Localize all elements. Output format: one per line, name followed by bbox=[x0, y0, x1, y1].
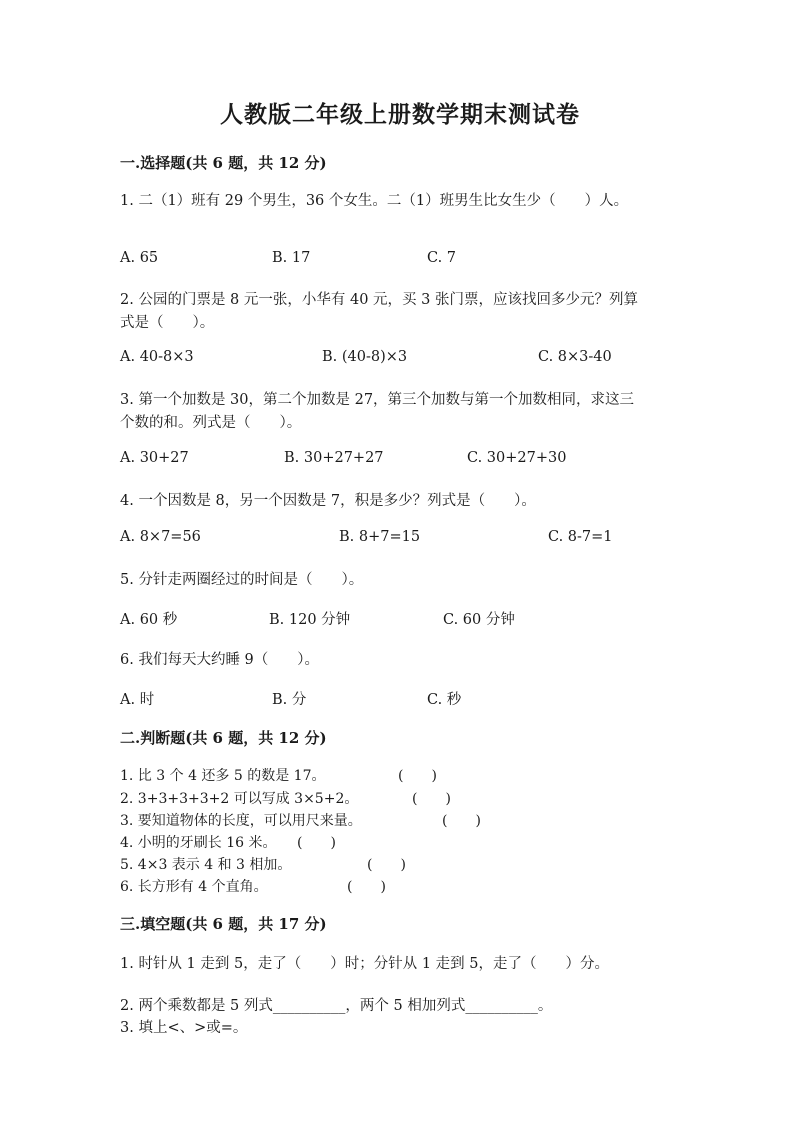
question-2-text: 2. 公园的门票是 8 元一张，小华有 40 元，买 3 张门票，应该找回多少元？列算 bbox=[120, 292, 638, 308]
question-6-option-b: B. 分 bbox=[272, 692, 307, 708]
question-1-option-b: B. 17 bbox=[272, 250, 311, 266]
judge-item-1: 1. 比 3 个 4 还多 5 的数是 17。 bbox=[120, 768, 326, 784]
question-5-option-b: B. 120 分钟 bbox=[269, 612, 351, 628]
question-4-option-b: B. 8+7=15 bbox=[339, 529, 421, 545]
question-3-option-c: C. 30+27+30 bbox=[467, 450, 567, 466]
question-6-option-a: A. 时 bbox=[120, 692, 155, 708]
question-6-text: 6. 我们每天大约睡 9（ ）。 bbox=[120, 652, 320, 668]
fill-item-3: 3. 填上<、>或=。 bbox=[120, 1020, 248, 1036]
section-heading-choice: 一.选择题(共 6 题，共 12 分) bbox=[120, 154, 327, 172]
judge-item-2: 2. 3+3+3+3+2 可以写成 3×5+2。 bbox=[120, 791, 359, 807]
judge-item-5-blank: ( ) bbox=[367, 857, 406, 873]
judge-item-4-blank: ( ) bbox=[297, 835, 336, 851]
question-4-option-a: A. 8×7=56 bbox=[120, 529, 201, 545]
page-title: 人教版二年级上册数学期末测试卷 bbox=[220, 101, 580, 128]
section-heading-judge: 二.判断题(共 6 题，共 12 分) bbox=[120, 729, 327, 747]
question-1-option-c: C. 7 bbox=[427, 250, 457, 266]
question-5-text: 5. 分针走两圈经过的时间是（ ）。 bbox=[120, 572, 364, 588]
judge-item-6-blank: ( ) bbox=[347, 879, 386, 895]
question-2-option-b: B. (40-8)×3 bbox=[322, 349, 408, 365]
question-2-option-c: C. 8×3-40 bbox=[538, 349, 612, 365]
judge-item-2-blank: ( ) bbox=[412, 791, 451, 807]
judge-item-6: 6. 长方形有 4 个直角。 bbox=[120, 879, 268, 895]
question-2-option-a: A. 40-8×3 bbox=[120, 349, 194, 365]
question-4-option-c: C. 8-7=1 bbox=[548, 529, 613, 545]
judge-item-5: 5. 4×3 表示 4 和 3 相加。 bbox=[120, 857, 292, 873]
section-heading-fill: 三.填空题(共 6 题，共 17 分) bbox=[120, 915, 327, 933]
question-3-option-b: B. 30+27+27 bbox=[284, 450, 384, 466]
judge-item-1-blank: ( ) bbox=[398, 768, 437, 784]
fill-item-1: 1. 时针从 1 走到 5，走了（ ）时；分针从 1 走到 5，走了（ ）分。 bbox=[120, 956, 609, 972]
question-3-text-cont: 个数的和。列式是（ ）。 bbox=[120, 415, 302, 431]
question-2-text-cont: 式是（ ）。 bbox=[120, 315, 215, 331]
question-3-text: 3. 第一个加数是 30，第二个加数是 27，第三个加数与第一个加数相同，求这三 bbox=[120, 392, 635, 408]
question-5-option-a: A. 60 秒 bbox=[120, 612, 178, 628]
question-3-option-a: A. 30+27 bbox=[120, 450, 189, 466]
judge-item-3: 3. 要知道物体的长度，可以用尺来量。 bbox=[120, 813, 362, 829]
judge-item-3-blank: ( ) bbox=[442, 813, 481, 829]
question-5-option-c: C. 60 分钟 bbox=[443, 612, 515, 628]
question-4-text: 4. 一个因数是 8，另一个因数是 7，积是多少？列式是（ ）。 bbox=[120, 493, 536, 509]
question-1-text: 1. 二（1）班有 29 个男生，36 个女生。二（1）班男生比女生少（ ）人。 bbox=[120, 193, 629, 209]
fill-item-2: 2. 两个乘数都是 5 列式__________，两个 5 相加列式__________。 bbox=[120, 998, 553, 1014]
question-6-option-c: C. 秒 bbox=[427, 692, 462, 708]
question-1-option-a: A. 65 bbox=[120, 250, 159, 266]
judge-item-4: 4. 小明的牙刷长 16 米。 bbox=[120, 835, 277, 851]
